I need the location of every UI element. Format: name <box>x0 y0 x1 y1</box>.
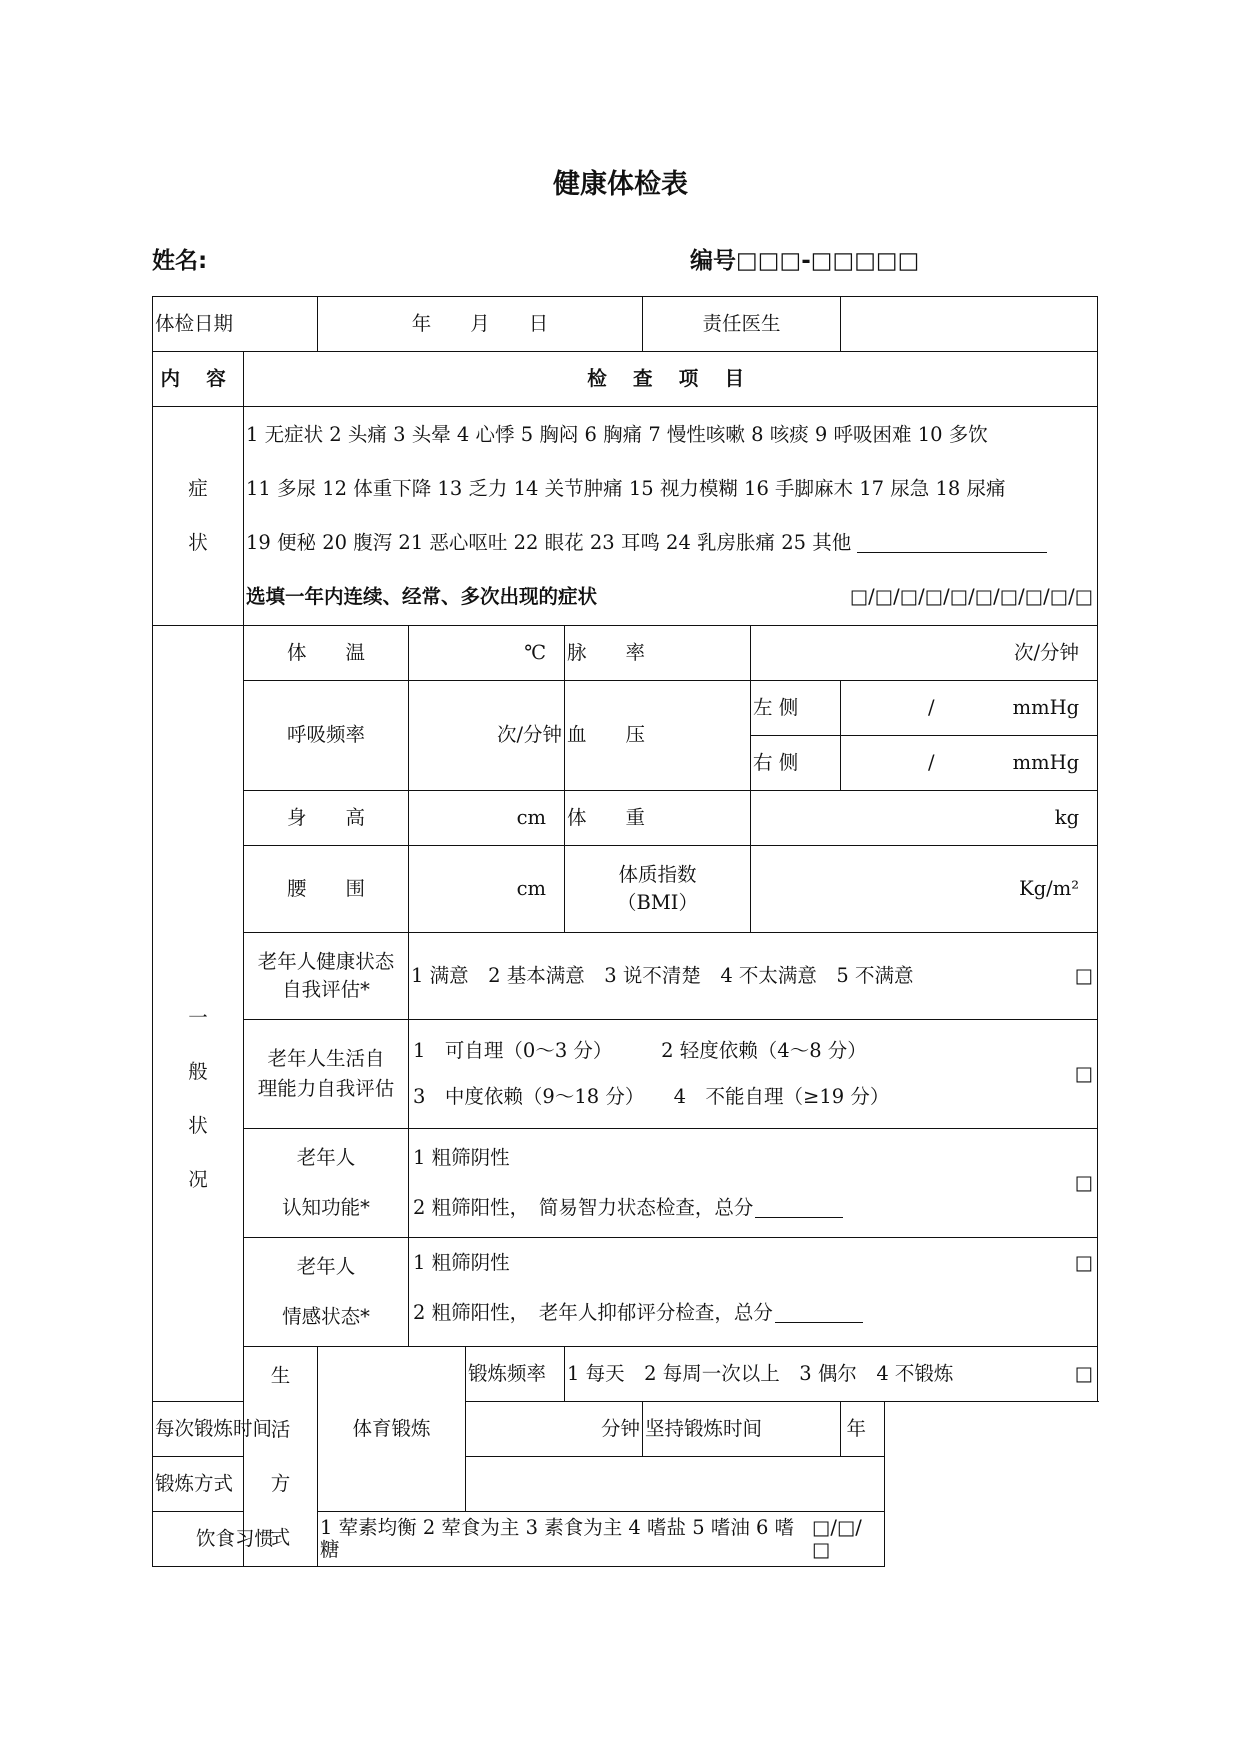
exercise-frequency-options: 1 每天 2 每周一次以上 3 偶尔 4 不锻炼 □ <box>565 1347 1098 1402</box>
emotion-score-field[interactable] <box>775 1304 863 1323</box>
weight-field[interactable]: kg <box>751 791 1098 846</box>
blood-pressure-label: 血 压 <box>565 681 751 791</box>
diet-checkboxes[interactable]: □/□/□ <box>811 1515 862 1561</box>
respiration-field[interactable]: 次/分钟 <box>409 681 565 791</box>
health-self-assessment-options: 1 满意 2 基本满意 3 说不清楚 4 不太满意 5 不满意 □ <box>409 933 1098 1020</box>
cognition-label: 老年人 认知功能* <box>244 1129 409 1238</box>
symptoms-other-field[interactable] <box>857 534 1047 553</box>
symptoms-section-label: 症 状 <box>153 407 244 626</box>
emotion-label: 老年人 情感状态* <box>244 1238 409 1347</box>
exercise-frequency-label: 锻炼频率 <box>466 1347 565 1402</box>
bmi-field[interactable]: Kg/m² <box>751 846 1098 933</box>
waist-field[interactable]: cm <box>409 846 565 933</box>
bp-left-label: 左 侧 <box>751 681 841 736</box>
waist-label: 腰 围 <box>244 846 409 933</box>
height-label: 身 高 <box>244 791 409 846</box>
self-care-ability-label: 老年人生活自 理能力自我评估 <box>244 1020 409 1129</box>
symptoms-instruction-line <box>244 570 1097 624</box>
name-label: 姓名: <box>152 248 208 274</box>
lifestyle-section-label: 生 活 方 式 <box>244 1347 318 1567</box>
exercise-duration-label: 每次锻炼时间 <box>153 1402 318 1457</box>
temperature-field[interactable]: ℃ <box>409 626 565 681</box>
exam-date-label: 体检日期 <box>153 297 318 352</box>
bmi-label: 体质指数 （BMI） <box>565 846 751 933</box>
pulse-label: 脉 率 <box>565 626 751 681</box>
items-header: 检 查 项 目 <box>244 352 1098 407</box>
bp-right-field[interactable]: / mmHg <box>841 736 1098 791</box>
symptoms-line-2: 11 多尿 12 体重下降 13 乏力 14 关节肿痛 15 视力模糊 16 手脚麻木 17 尿急 18 尿痛 <box>246 477 1006 500</box>
general-section-label: 一 般 状 况 <box>153 626 244 1402</box>
bp-right-label: 右 侧 <box>751 736 841 791</box>
form-title: 健康体检表 <box>553 169 688 200</box>
health-exam-table <box>152 296 1098 1567</box>
exercise-frequency-checkbox[interactable]: □ <box>1074 1361 1094 1385</box>
serial-number-label: 编号□□□-□□□□□ <box>690 248 920 274</box>
exercise-persist-label: 坚持锻炼时间 <box>643 1402 841 1457</box>
symptoms-line-3: 19 便秘 20 腹泻 21 恶心呕吐 22 眼花 23 耳鸣 24 乳房胀痛 25 其他 <box>244 516 1097 570</box>
cognition-checkbox[interactable]: □ <box>1074 1170 1094 1194</box>
height-field[interactable]: cm <box>409 791 565 846</box>
respiration-label: 呼吸频率 <box>244 681 409 791</box>
diet-label: 饮食习惯 <box>153 1512 318 1567</box>
self-care-ability-options: 1 可自理（0～3 分） 2 轻度依赖（4～8 分） 3 中度依赖（9～18 分） 4 不能自理（≥19 分） □ <box>409 1020 1098 1129</box>
bp-left-field[interactable]: / mmHg <box>841 681 1098 736</box>
symptoms-instruction: 选填一年内连续、经常、多次出现的症状 <box>246 585 598 608</box>
exercise-persist-field[interactable]: 年 <box>841 1402 885 1457</box>
symptoms-checkboxes[interactable]: □/□/□/□/□/□/□/□/□/□ <box>849 585 1094 608</box>
health-self-assessment-label: 老年人健康状态 自我评估* <box>244 933 409 1020</box>
doctor-field[interactable] <box>841 297 1098 352</box>
exercise-method-field[interactable] <box>466 1457 885 1512</box>
diet-options: 1 荤素均衡 2 荤食为主 3 素食为主 4 嗜盐 5 嗜油 6 嗜糖 □/□/□ <box>318 1512 885 1567</box>
exercise-label: 体育锻炼 <box>318 1347 466 1512</box>
symptoms-options <box>244 407 1098 626</box>
cognition-options: 1 粗筛阴性 2 粗筛阳性， 简易智力状态检查，总分 □ <box>409 1129 1098 1238</box>
exercise-duration-field[interactable]: 分钟 <box>466 1402 643 1457</box>
temperature-label: 体 温 <box>244 626 409 681</box>
doctor-label: 责任医生 <box>643 297 841 352</box>
exercise-method-label: 锻炼方式 <box>153 1457 318 1512</box>
emotion-checkbox[interactable]: □ <box>1074 1251 1094 1274</box>
content-header: 内 容 <box>153 352 244 407</box>
cognition-score-field[interactable] <box>755 1199 843 1218</box>
emotion-options: 1 粗筛阴性 2 粗筛阳性， 老年人抑郁评分检查，总分 □ <box>409 1238 1098 1347</box>
health-self-checkbox[interactable]: □ <box>1074 963 1094 987</box>
pulse-field[interactable]: 次/分钟 <box>751 626 1098 681</box>
symptoms-line-1: 1 无症状 2 头痛 3 头晕 4 心悸 5 胸闷 6 胸痛 7 慢性咳嗽 8 咳痰 9 呼吸困难 10 多饮 <box>246 423 988 446</box>
self-care-checkbox[interactable]: □ <box>1074 1061 1094 1085</box>
weight-label: 体 重 <box>565 791 751 846</box>
exam-date-field[interactable]: 年 月 日 <box>318 297 643 352</box>
